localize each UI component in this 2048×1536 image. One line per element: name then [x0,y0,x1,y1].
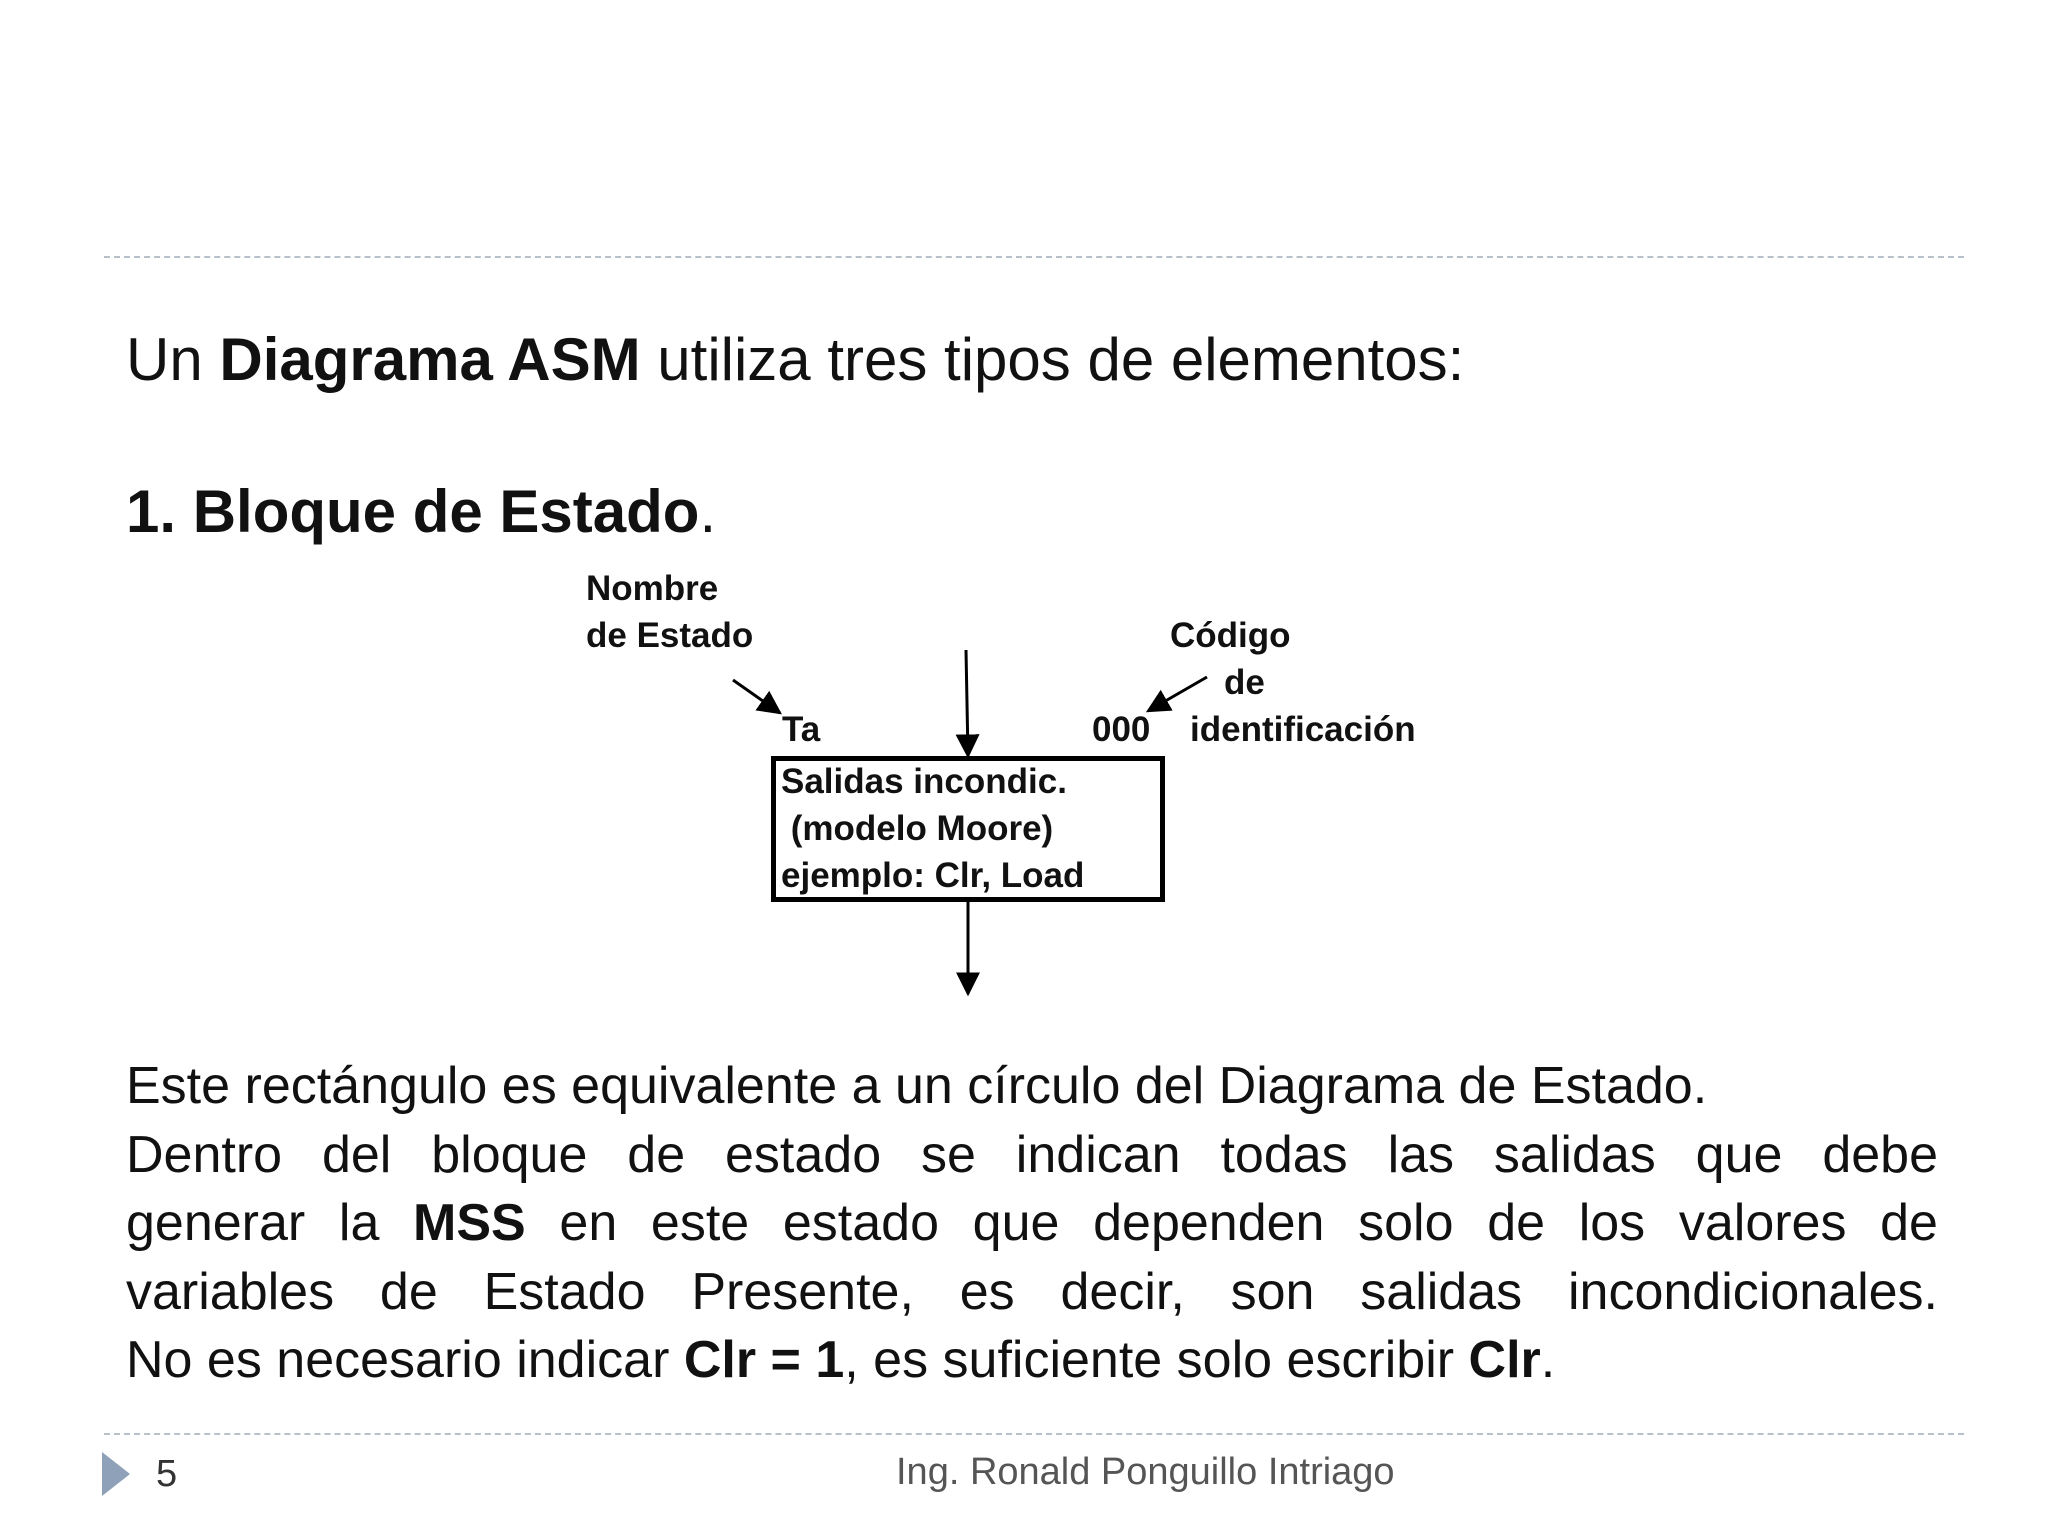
body-paragraph [126,1052,1938,1395]
state-name-label: Nombre de Estado [586,569,754,655]
footer-author: Ing. Ronald Ponguillo Intriago [896,1451,1395,1493]
state-name: Ta [782,710,821,749]
section-title: 1. Bloque de Estado. [126,478,717,545]
state-code: 000 [1092,710,1151,749]
code-label-line3: identificación [1190,710,1416,749]
box-line-2: (modelo Moore) [781,809,1054,848]
body-line-2: Dentro del bloque de estado se indican todas las salidas que debe [126,1125,1938,1184]
page-number: 5 [156,1453,178,1495]
triangle-bullet-icon [102,1452,130,1496]
slide-heading: Un Diagrama ASM utiliza tres tipos de elementos: [126,326,1465,393]
body-line-3: generar la MSS en este estado que dependen solo de los valores de [126,1194,1938,1252]
bottom-divider [104,1433,1964,1435]
body-line-4: variables de Estado Presente, es decir, son salidas incondicionales. [126,1262,1938,1321]
body-line-5: No es necesario indicar Clr = 1, es suficiente solo escribir Clr. [126,1331,1556,1389]
body-line-1: Este rectángulo es equivalente a un círculo del Diagrama de Estado. [126,1057,1708,1115]
box-line-3: ejemplo: Clr, Load [781,856,1085,895]
entry-arrow [966,650,968,756]
state-name-pointer [733,680,780,713]
box-line-1: Salidas incondic. [781,762,1067,801]
code-label-line2: de [1224,663,1265,702]
code-label-line1: Código [1170,616,1291,655]
